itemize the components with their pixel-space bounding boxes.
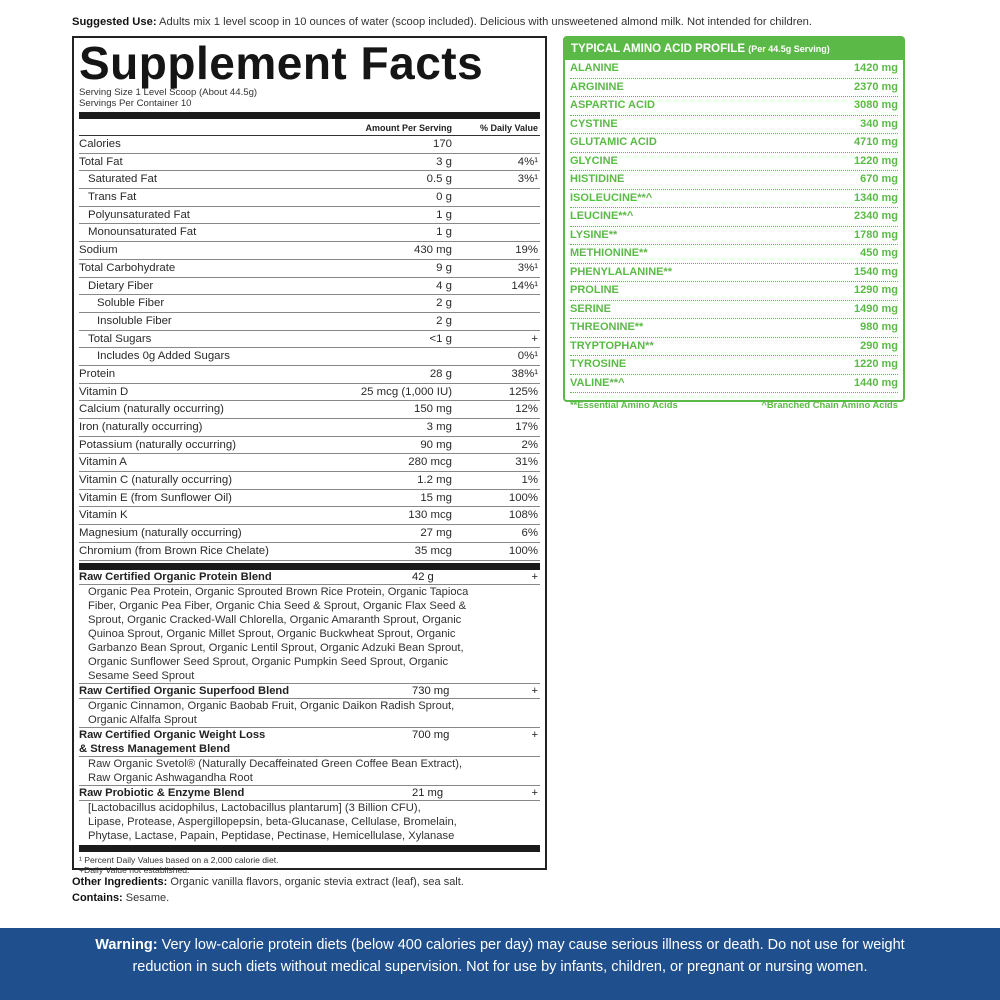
amino-name: ASPARTIC ACID: [570, 99, 655, 111]
warning-label: Warning:: [95, 937, 158, 953]
amino-row: [570, 79, 898, 98]
blend-ingredient-line: Phytase, Lactase, Papain, Peptidase, Pectinase, Hemicellulase, Xylanase: [88, 829, 455, 842]
blend-header: [79, 786, 540, 800]
blend-header: [79, 684, 540, 698]
nutrient-amount: 4 g: [436, 279, 452, 292]
nutrient-row: [79, 437, 540, 455]
blend-list: [79, 570, 540, 843]
amino-value: 1540 mg: [853, 265, 898, 278]
amino-value: 1220 mg: [853, 358, 898, 370]
blend-ingredient-line: Fiber, Organic Pea Fiber, Organic Chia Seed & Sprout, Organic Flax Seed &: [88, 599, 467, 612]
facts-header-row: [79, 119, 540, 136]
nutrient-name: Calcium (naturally occurring): [79, 403, 224, 416]
blend-dv: +: [531, 786, 538, 799]
amino-rows: [565, 60, 903, 393]
amino-value: 2340 mg: [853, 210, 898, 222]
nutrient-dv: 3%¹: [517, 173, 538, 186]
amino-row: [570, 97, 898, 116]
amino-name: THREONINE**: [570, 321, 644, 333]
amino-name: ARGININE: [570, 80, 624, 93]
blend: [79, 728, 540, 786]
nutrient-row: [79, 313, 540, 331]
nutrient-dv: 100%: [508, 491, 538, 504]
blend-ingredient-line: Organic Cinnamon, Organic Baobab Fruit, Organic Daikon Radish Sprout,: [88, 699, 455, 712]
blend-ingredient-line: Raw Organic Svetol® (Naturally Decaffeinated Green Coffee Bean Extract),: [88, 757, 463, 770]
nutrient-name: Vitamin K: [79, 509, 128, 522]
amino-value: 1440 mg: [853, 376, 898, 389]
blend-ingredient-line: Raw Organic Ashwagandha Root: [88, 771, 253, 784]
contains: [72, 890, 464, 906]
footnote-not-established: +Daily Value not established.: [79, 865, 190, 875]
other-info: [72, 874, 464, 906]
amino-row: [570, 375, 898, 394]
warning-text-1: Very low-calorie protein diets (below 400 calories per day) may cause serious illness or death. Do not use for weight: [161, 937, 905, 953]
blend-ingredient-line: Sesame Seed Sprout: [88, 669, 195, 682]
note-essential: **Essential Amino Acids: [570, 399, 678, 410]
nutrient-amount: 35 mcg: [414, 544, 452, 557]
nutrient-dv: 31%: [515, 456, 538, 469]
nutrient-row: [79, 525, 540, 543]
amino-name: PROLINE: [570, 284, 619, 296]
nutrient-name: Insoluble Fiber: [97, 314, 172, 327]
amino-value: 450 mg: [860, 247, 898, 259]
nutrient-name: Calories: [79, 138, 121, 150]
facts-title: Supplement Facts: [79, 37, 484, 89]
suggested-use-text: Adults mix 1 level scoop in 10 ounces of water (scoop included). Delicious with unsweetened almond milk. Not intended for children.: [159, 16, 812, 28]
nutrient-name: Monounsaturated Fat: [88, 226, 197, 239]
nutrient-name: Trans Fat: [88, 191, 137, 204]
nutrient-dv: 17%: [515, 421, 538, 433]
divider-thick: [79, 112, 540, 119]
nutrient-row: [79, 401, 540, 419]
nutrient-row: [79, 454, 540, 472]
nutrient-name: Includes 0g Added Sugars: [97, 350, 230, 363]
nutrient-row: [79, 366, 540, 384]
amino-row: [570, 208, 898, 227]
nutrient-dv: 12%: [515, 403, 538, 416]
amino-row: [570, 190, 898, 209]
nutrient-dv: 1%: [521, 474, 538, 487]
blend-ingredients: [79, 698, 540, 727]
blend-name: Raw Certified Organic Protein Blend: [79, 570, 272, 583]
amino-value: 1340 mg: [853, 191, 898, 204]
blend-ingredient-line: Quinoa Sprout, Organic Millet Sprout, Organic Buckwheat Sprout, Organic: [88, 627, 456, 640]
blend-name: Raw Certified Organic Weight Loss: [79, 728, 266, 741]
blend-ingredient-line: Sprout, Organic Cracked-Wall Chlorella, Organic Amaranth Sprout, Organic: [88, 613, 462, 626]
nutrient-name: Saturated Fat: [88, 173, 158, 186]
blend-ingredient-line: Organic Sunflower Seed Sprout, Organic Pumpkin Seed Sprout, Organic: [88, 655, 449, 668]
nutrient-name: Total Carbohydrate: [79, 261, 176, 274]
nutrient-name: Sodium: [79, 244, 118, 257]
other-ingredients-text: Organic vanilla flavors, organic stevia extract (leaf), sea salt.: [170, 876, 464, 888]
nutrient-amount: 15 mg: [420, 491, 452, 504]
blend-amount: 700 mg: [412, 728, 450, 741]
nutrient-dv: 100%: [508, 544, 538, 557]
blend-dv: +: [531, 570, 538, 583]
nutrient-row: [79, 278, 540, 296]
nutrient-row: [79, 348, 540, 366]
amino-row: [570, 227, 898, 246]
nutrient-amount: 27 mg: [420, 527, 452, 540]
supplement-facts-panel: [72, 36, 547, 875]
amino-name: GLUTAMIC ACID: [570, 136, 657, 148]
amino-name: HISTIDINE: [570, 173, 625, 185]
nutrient-dv: 0%¹: [517, 350, 538, 363]
warning-text-2: reduction in such diets without medical supervision. Not for use by infants, children, or pregnant or nursing women.: [132, 959, 868, 975]
footnotes: [79, 852, 540, 876]
contains-label: Contains:: [72, 892, 123, 904]
blend-name: Raw Probiotic & Enzyme Blend: [79, 786, 245, 799]
nutrient-amount: 0 g: [436, 191, 452, 204]
nutrient-rows: [79, 136, 540, 561]
amino-acid-profile: [563, 36, 905, 410]
nutrient-name: Magnesium (naturally occurring): [79, 527, 242, 540]
nutrient-name: Vitamin C (naturally occurring): [79, 474, 232, 487]
nutrient-amount: 1 g: [436, 208, 452, 221]
amino-name: TRYPTOPHAN**: [570, 339, 654, 352]
amino-name: METHIONINE**: [570, 247, 648, 259]
nutrient-amount: 3 mg: [426, 421, 452, 433]
amino-value: 1780 mg: [853, 228, 898, 241]
nutrient-amount: 25 mcg (1,000 IU): [360, 385, 452, 398]
amino-value: 980 mg: [860, 321, 898, 333]
nutrient-amount: 2 g: [436, 297, 452, 310]
nutrient-row: [79, 136, 540, 154]
nutrient-amount: 3 g: [436, 155, 452, 168]
nutrient-amount: 90 mg: [420, 438, 452, 451]
nutrient-row: [79, 419, 540, 437]
nutrient-name: Iron (naturally occurring): [79, 421, 203, 433]
nutrient-name: Vitamin A: [79, 456, 127, 469]
nutrient-dv: +: [531, 332, 538, 345]
nutrient-amount: 150 mg: [414, 403, 452, 416]
nutrient-amount: <1 g: [429, 332, 452, 345]
blend-ingredient-line: Garbanzo Bean Sprout, Organic Lentil Sprout, Organic Adzuki Bean Sprout,: [88, 641, 464, 654]
blend-name-line2: & Stress Management Blend: [79, 742, 231, 755]
amino-value: 2370 mg: [853, 80, 898, 93]
amino-name: VALINE**^: [570, 376, 625, 389]
blend-header: [79, 570, 540, 584]
amino-title: TYPICAL AMINO ACID PROFILE: [571, 43, 745, 55]
blend-header: [79, 728, 540, 742]
amino-row: [570, 264, 898, 283]
amino-row: [570, 153, 898, 172]
nutrient-name: Total Sugars: [88, 332, 152, 345]
nutrient-row: [79, 242, 540, 260]
divider-thick-3: [79, 845, 540, 852]
nutrient-dv: 3%¹: [517, 261, 538, 274]
suggested-use-label: Suggested Use:: [72, 16, 157, 28]
nutrient-amount: 28 g: [429, 367, 452, 380]
nutrient-row: [79, 207, 540, 225]
blend: [79, 570, 540, 684]
amino-value: 1290 mg: [853, 284, 898, 296]
blend-name: Raw Certified Organic Superfood Blend: [79, 684, 290, 697]
amino-row: [570, 319, 898, 338]
amino-row: [570, 356, 898, 375]
amino-name: LEUCINE**^: [570, 210, 634, 222]
amino-value: 1420 mg: [853, 62, 898, 74]
blend-ingredients: [79, 584, 540, 683]
blend-ingredient-line: Organic Alfalfa Sprout: [88, 713, 197, 726]
nutrient-dv: 14%¹: [511, 279, 538, 292]
amino-name: ALANINE: [570, 62, 619, 74]
amino-name: LYSINE**: [570, 228, 618, 241]
blend-amount: 42 g: [412, 570, 434, 583]
blend: [79, 684, 540, 728]
amino-value: 1490 mg: [853, 302, 898, 315]
nutrient-name: Vitamin D: [79, 385, 129, 398]
nutrient-name: Vitamin E (from Sunflower Oil): [79, 491, 232, 504]
nutrient-name: Soluble Fiber: [97, 297, 165, 310]
amino-row: [570, 171, 898, 190]
amino-row: [570, 116, 898, 135]
nutrient-row: [79, 331, 540, 349]
blend-ingredient-line: Lipase, Protease, Aspergillopepsin, beta-Glucanase, Cellulase, Bromelain,: [88, 815, 457, 828]
nutrient-row: [79, 295, 540, 313]
nutrient-row: [79, 507, 540, 525]
other-ingredients: [72, 874, 464, 890]
warning-line-1: [0, 934, 1000, 956]
amino-row: [570, 301, 898, 320]
nutrient-amount: 430 mg: [414, 244, 452, 257]
servings-per-container: Servings Per Container 10: [79, 98, 192, 109]
blend-ingredient-line: [Lactobacillus acidophilus, Lactobacillus plantarum] (3 Billion CFU),: [88, 801, 421, 814]
warning-banner: [0, 928, 1000, 1000]
amino-value: 3080 mg: [853, 99, 898, 111]
amount-header: Amount Per Serving: [365, 123, 452, 133]
nutrient-amount: 130 mcg: [408, 509, 452, 522]
dv-header: % Daily Value: [479, 123, 538, 133]
blend: [79, 786, 540, 843]
nutrient-amount: 1.2 mg: [417, 474, 452, 487]
amino-header: [565, 38, 903, 60]
other-ingredients-label: Other Ingredients:: [72, 876, 168, 888]
amino-name: PHENYLALANINE**: [570, 265, 673, 278]
nutrient-dv: 6%: [521, 527, 538, 540]
nutrient-name: Chromium (from Brown Rice Chelate): [79, 544, 269, 557]
amino-name: TYROSINE: [570, 358, 627, 370]
nutrient-dv: 108%: [508, 509, 538, 522]
nutrient-name: Protein: [79, 367, 116, 380]
suggested-use: [72, 16, 812, 28]
nutrient-amount: 2 g: [436, 314, 452, 327]
amino-row: [570, 338, 898, 357]
nutrient-name: Polyunsaturated Fat: [88, 208, 190, 221]
amino-name: GLYCINE: [570, 154, 618, 167]
amino-value: 670 mg: [860, 173, 898, 185]
note-bcaa: ^Branched Chain Amino Acids: [761, 399, 898, 410]
amino-row: [570, 134, 898, 153]
nutrient-row: [79, 154, 540, 172]
amino-value: 340 mg: [860, 117, 898, 130]
amino-notes: [570, 399, 898, 417]
amino-name: CYSTINE: [570, 117, 618, 130]
amino-value: 290 mg: [860, 339, 898, 352]
amino-name: SERINE: [570, 302, 611, 315]
contains-text: Sesame.: [125, 892, 170, 904]
nutrient-amount: 280 mcg: [408, 456, 452, 469]
nutrient-name: Potassium (naturally occurring): [79, 438, 236, 451]
nutrient-name: Dietary Fiber: [88, 279, 154, 292]
blend-ingredients: [79, 756, 540, 785]
amino-row: [570, 60, 898, 79]
nutrient-row: [79, 189, 540, 207]
nutrient-amount: 9 g: [436, 261, 452, 274]
nutrient-dv: 125%: [508, 385, 538, 398]
nutrient-row: [79, 224, 540, 242]
nutrient-row: [79, 260, 540, 278]
amino-subtitle: (Per 44.5g Serving): [748, 44, 830, 54]
footnote-dv: ¹ Percent Daily Values based on a 2,000 calorie diet.: [79, 854, 279, 865]
nutrient-row: [79, 472, 540, 490]
nutrient-row: [79, 384, 540, 402]
amino-value: 4710 mg: [853, 136, 898, 148]
nutrient-row: [79, 543, 540, 561]
amino-row: [570, 245, 898, 264]
nutrient-dv: 4%¹: [517, 155, 538, 168]
nutrient-dv: 38%¹: [511, 367, 538, 380]
amino-value: 1220 mg: [853, 154, 898, 167]
nutrient-amount: 0.5 g: [426, 173, 452, 186]
nutrient-amount: 1 g: [436, 226, 452, 239]
nutrient-row: [79, 171, 540, 189]
blend-dv: +: [531, 728, 538, 741]
divider-thick-2: [79, 563, 540, 570]
amino-row: [570, 282, 898, 301]
nutrient-amount: 170: [432, 138, 452, 150]
amino-name: ISOLEUCINE**^: [570, 191, 653, 204]
serving-size: Serving Size 1 Level Scoop (About 44.5g): [79, 87, 258, 98]
blend-ingredient-line: Organic Pea Protein, Organic Sprouted Brown Rice Protein, Organic Tapioca: [88, 585, 469, 598]
nutrient-row: [79, 490, 540, 508]
nutrient-dv: 19%: [515, 244, 538, 257]
nutrient-name: Total Fat: [79, 155, 123, 168]
blend-dv: +: [531, 684, 538, 697]
blend-ingredients: [79, 800, 540, 843]
nutrient-dv: 2%: [521, 438, 538, 451]
blend-amount: 21 mg: [412, 786, 444, 799]
blend-amount: 730 mg: [412, 684, 450, 697]
